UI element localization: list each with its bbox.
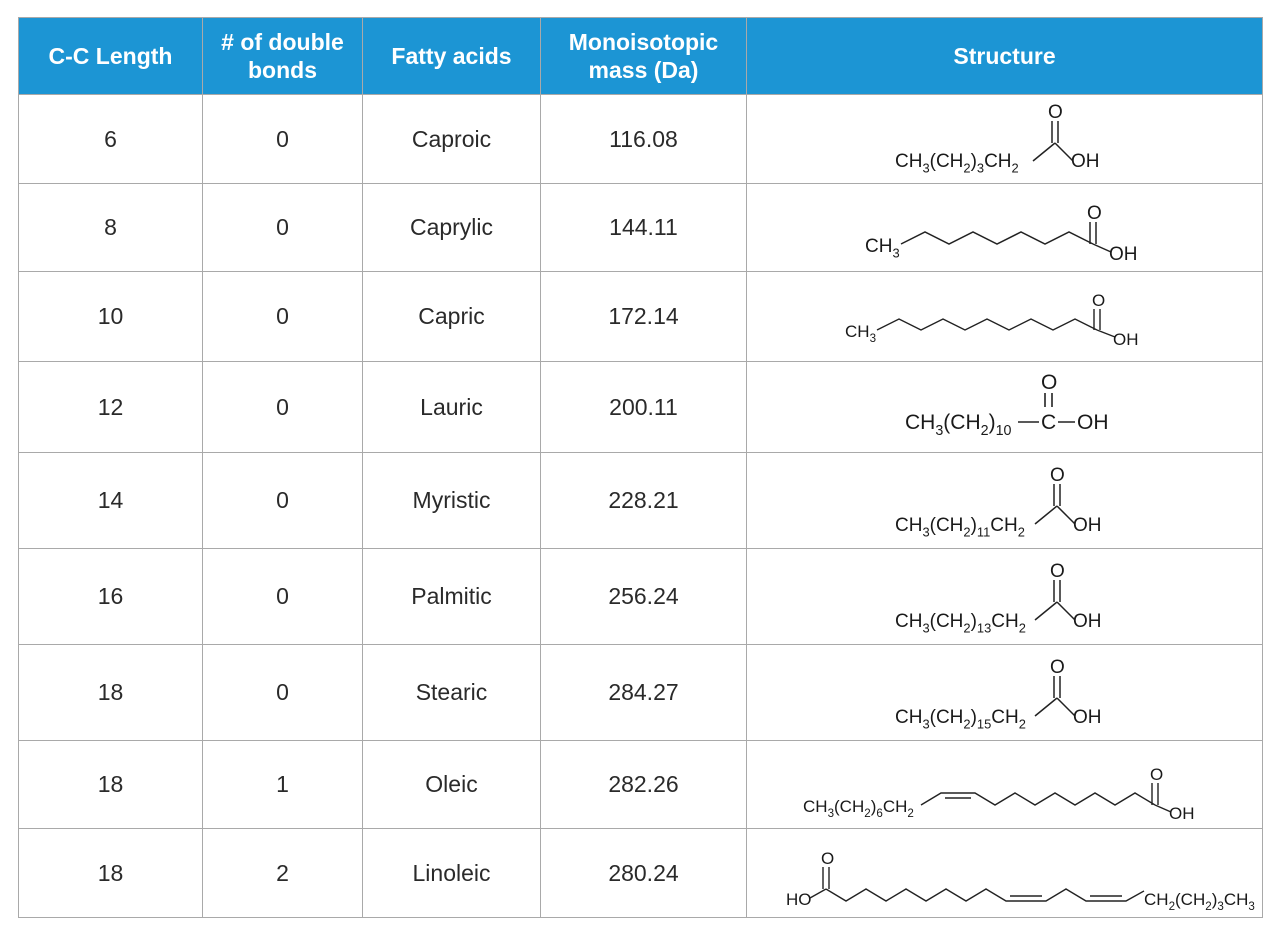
- oxygen-label: O: [1149, 764, 1163, 784]
- cell-mass: 200.11: [541, 362, 747, 453]
- carbon-label: C: [1040, 411, 1056, 434]
- table-row: [19, 362, 1263, 453]
- caproic-structure: [855, 99, 1155, 179]
- cell-length: 18: [19, 645, 203, 741]
- cell-bonds: 0: [203, 95, 363, 184]
- myristic-structure: [855, 461, 1155, 541]
- header-double-bonds: [203, 18, 363, 95]
- chain-label: $CH_3(CH_2)_{11}CH_2$: [894, 514, 1025, 539]
- cell-structure: [747, 184, 1263, 272]
- table-row: [19, 453, 1263, 549]
- cell-mass: 172.14: [541, 272, 747, 362]
- cell-structure: [747, 829, 1263, 918]
- stearic-structure: [855, 653, 1155, 733]
- cell-structure: [747, 362, 1263, 453]
- oleic-structure: [795, 745, 1215, 825]
- tail-label: $CH_2(CH_2)_3CH_3$: [1143, 890, 1255, 913]
- cell-acid: Linoleic: [363, 829, 541, 918]
- cell-bonds: 2: [203, 829, 363, 918]
- cell-acid: Oleic: [363, 741, 541, 829]
- carbon-chain: [921, 793, 1155, 805]
- cell-acid: Myristic: [363, 453, 541, 549]
- hydroxyl-label: OH: [1072, 514, 1101, 536]
- cell-acid: Capric: [363, 272, 541, 362]
- cell-length: 18: [19, 829, 203, 918]
- cell-length: 16: [19, 549, 203, 645]
- header-cc-length: C-C Length: [19, 18, 203, 95]
- linoleic-structure: [770, 833, 1255, 913]
- cell-acid: Stearic: [363, 645, 541, 741]
- cell-structure: [747, 95, 1263, 184]
- header-fatty-acids: Fatty acids: [363, 18, 541, 95]
- oxygen-label: O: [1049, 560, 1065, 582]
- hydroxyl-label: OH: [1076, 411, 1108, 434]
- bond: [1035, 506, 1057, 524]
- cell-mass: 282.26: [541, 741, 747, 829]
- bond: [810, 889, 826, 898]
- caprylic-structure: [855, 188, 1155, 268]
- cell-structure: [747, 549, 1263, 645]
- oxygen-label: O: [1091, 290, 1105, 310]
- chain-label: $CH_3(CH_2)_{10}$: [904, 411, 1011, 439]
- hydroxyl-label: OH: [1072, 706, 1101, 728]
- cell-bonds: 0: [203, 453, 363, 549]
- hydroxyl-label: OH: [1168, 803, 1194, 823]
- cell-length: 6: [19, 95, 203, 184]
- chain-label: $CH_3(CH_2)_{13}CH_2$: [894, 610, 1026, 635]
- cell-mass: 116.08: [541, 95, 747, 184]
- table-row: [19, 829, 1263, 918]
- palmitic-structure: [855, 557, 1155, 637]
- cell-mass: 284.27: [541, 645, 747, 741]
- cell-structure: [747, 645, 1263, 741]
- cell-acid: Caprylic: [363, 184, 541, 272]
- bond: [1033, 143, 1055, 161]
- table-row: [19, 95, 1263, 184]
- chain-label: $CH_3$: [844, 321, 876, 345]
- chain-label: $CH_3(CH_2)_6CH_2$: [802, 796, 914, 820]
- header-row: [19, 18, 1263, 95]
- cell-acid: Palmitic: [363, 549, 541, 645]
- table-row: [19, 184, 1263, 272]
- table-row: [19, 645, 1263, 741]
- hydroxyl-label: HO: [785, 890, 811, 909]
- hydroxyl-label: OH: [1070, 151, 1099, 172]
- hydroxyl-label: OH: [1072, 610, 1101, 632]
- table-row: [19, 272, 1263, 362]
- cell-mass: 228.21: [541, 453, 747, 549]
- cell-acid: Caproic: [363, 95, 541, 184]
- oxygen-label: O: [820, 849, 834, 868]
- header-mass-line1: Monoisotopic: [568, 29, 719, 55]
- carbon-chain: [826, 889, 1144, 901]
- cell-mass: 144.11: [541, 184, 747, 272]
- lauric-structure: [855, 367, 1155, 447]
- cell-length: 10: [19, 272, 203, 362]
- chain-label: $CH_3(CH_2)_3CH_2$: [894, 151, 1019, 176]
- cell-structure: [747, 453, 1263, 549]
- cell-length: 14: [19, 453, 203, 549]
- cell-bonds: 1: [203, 741, 363, 829]
- cell-bonds: 0: [203, 272, 363, 362]
- cell-length: 12: [19, 362, 203, 453]
- cell-bonds: 0: [203, 362, 363, 453]
- carbon-chain: [901, 232, 1093, 244]
- cell-structure: [747, 272, 1263, 362]
- fatty-acids-table: [18, 17, 1263, 918]
- cell-mass: 256.24: [541, 549, 747, 645]
- cell-mass: 280.24: [541, 829, 747, 918]
- hydroxyl-label: OH: [1108, 243, 1137, 265]
- cell-structure: [747, 741, 1263, 829]
- oxygen-label: O: [1047, 102, 1063, 123]
- cell-acid: Lauric: [363, 362, 541, 453]
- cell-length: 18: [19, 741, 203, 829]
- cell-bonds: 0: [203, 184, 363, 272]
- header-double-bonds-line1: # of double: [221, 29, 344, 55]
- table-row: [19, 549, 1263, 645]
- header-mass-line2: mass (Da): [588, 57, 699, 83]
- bond: [1035, 698, 1057, 716]
- bond: [1035, 602, 1057, 620]
- header-structure: Structure: [747, 18, 1263, 95]
- cell-bonds: 0: [203, 645, 363, 741]
- chain-label: $CH_3(CH_2)_{15}CH_2$: [894, 706, 1026, 731]
- table-row: [19, 741, 1263, 829]
- hydroxyl-label: OH: [1112, 329, 1138, 349]
- header-double-bonds-line2: bonds: [248, 57, 317, 83]
- oxygen-label: O: [1049, 656, 1065, 678]
- carbon-chain: [877, 319, 1097, 330]
- cell-bonds: 0: [203, 549, 363, 645]
- oxygen-label: O: [1049, 464, 1065, 486]
- header-mass: [541, 18, 747, 95]
- cell-length: 8: [19, 184, 203, 272]
- chain-label: $CH_3$: [864, 235, 900, 260]
- oxygen-label: O: [1040, 371, 1057, 394]
- capric-structure: [835, 277, 1175, 357]
- oxygen-label: O: [1086, 202, 1102, 224]
